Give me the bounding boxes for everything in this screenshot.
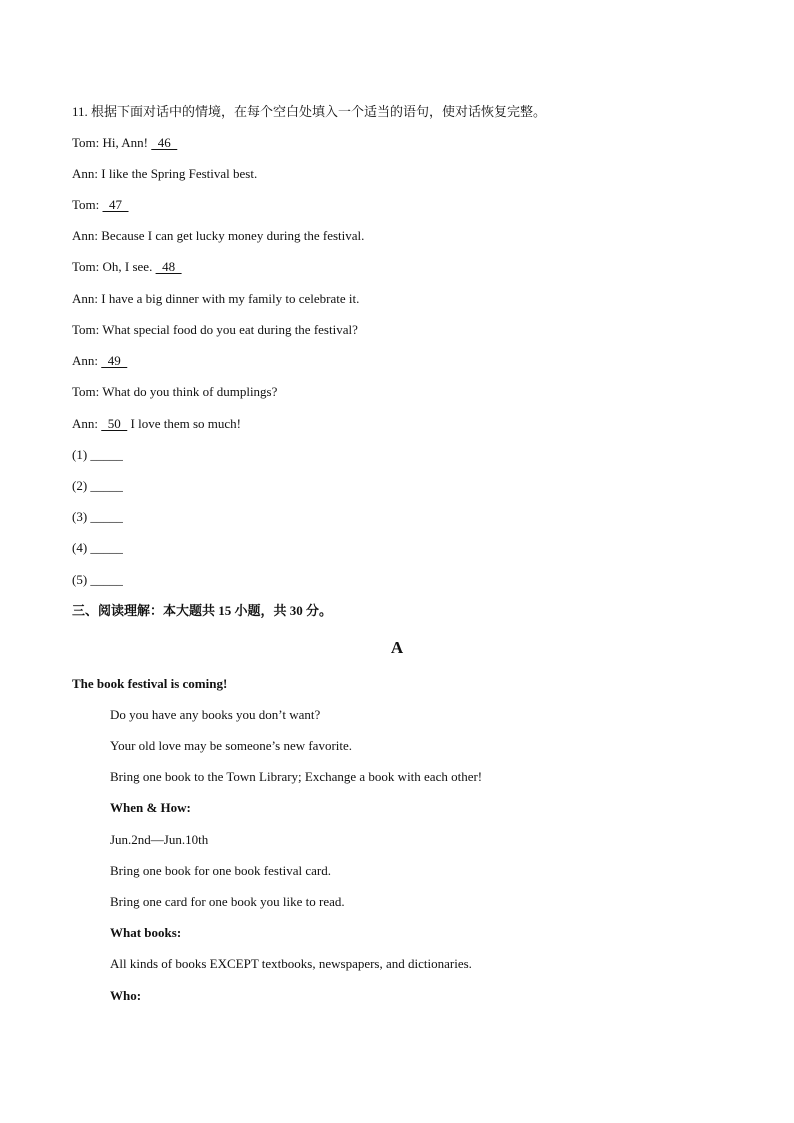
dialogue-text: Ann:: [72, 353, 102, 368]
what-heading: What books:: [110, 925, 182, 940]
answer-line-5: (5) _____: [72, 572, 123, 587]
passage-letter: A: [390, 638, 404, 657]
dialogue-line-2: [72, 165, 257, 183]
answer-line-1: (1) _____: [72, 447, 123, 462]
dialogue-line-8: [72, 352, 127, 370]
dialogue-line-6: [72, 290, 359, 308]
dialogue-line-3: [72, 196, 129, 214]
blank-50: 50: [101, 416, 128, 431]
blank-48: 48: [155, 259, 182, 274]
dialogue-line-7: [72, 321, 358, 339]
blank-49: 49: [101, 353, 128, 368]
dialogue-text: Ann:: [72, 416, 102, 431]
dialogue-text: Tom:: [72, 197, 103, 212]
dialogue-text: Tom: What special food do you eat during the festival?: [72, 322, 358, 337]
who-heading: Who:: [110, 988, 142, 1003]
passage-line: Your old love may be someone’s new favorite.: [110, 738, 353, 753]
when-line: Bring one book for one book festival card.: [110, 863, 331, 878]
blank-46: 46: [151, 135, 178, 150]
answer-line-2: (2) _____: [72, 478, 123, 493]
answer-line-4: (4) _____: [72, 540, 123, 555]
passage-title: The book festival is coming!: [72, 676, 228, 691]
dialogue-line-5: [72, 258, 182, 276]
blank-47: 47: [102, 197, 129, 212]
passage-line: Do you have any books you don’t want?: [110, 707, 321, 722]
dialogue-line-1: [72, 134, 177, 152]
dialogue-line-4: [72, 227, 364, 245]
when-line: Jun.2nd—Jun.10th: [110, 832, 209, 847]
passage-line: Bring one book to the Town Library; Exchange a book with each other!: [110, 769, 483, 784]
dialogue-line-9: [72, 383, 277, 401]
question-title: 11. 根据下面对话中的情境，在每个空白处填入一个适当的语句，使对话恢复完整。: [72, 104, 547, 119]
dialogue-text: Tom: Hi, Ann!: [72, 135, 152, 150]
dialogue-line-10: [72, 415, 241, 433]
section-heading: 三、阅读理解：本大题共 15 小题，共 30 分。: [72, 603, 333, 618]
answer-line-3: (3) _____: [72, 509, 123, 524]
dialogue-text: Tom: What do you think of dumplings?: [72, 384, 278, 399]
dialogue-text: Tom: Oh, I see.: [72, 259, 156, 274]
when-heading: When & How:: [110, 800, 191, 815]
dialogue-text: Ann: I like the Spring Festival best.: [72, 166, 258, 181]
dialogue-text: Ann: Because I can get lucky money during the festival.: [72, 228, 365, 243]
dialogue-text: Ann: I have a big dinner with my family to celebrate it.: [72, 291, 360, 306]
dialogue-text-after: I love them so much!: [127, 416, 241, 431]
when-line: Bring one card for one book you like to read.: [110, 894, 345, 909]
what-line: All kinds of books EXCEPT textbooks, newspapers, and dictionaries.: [110, 956, 472, 971]
